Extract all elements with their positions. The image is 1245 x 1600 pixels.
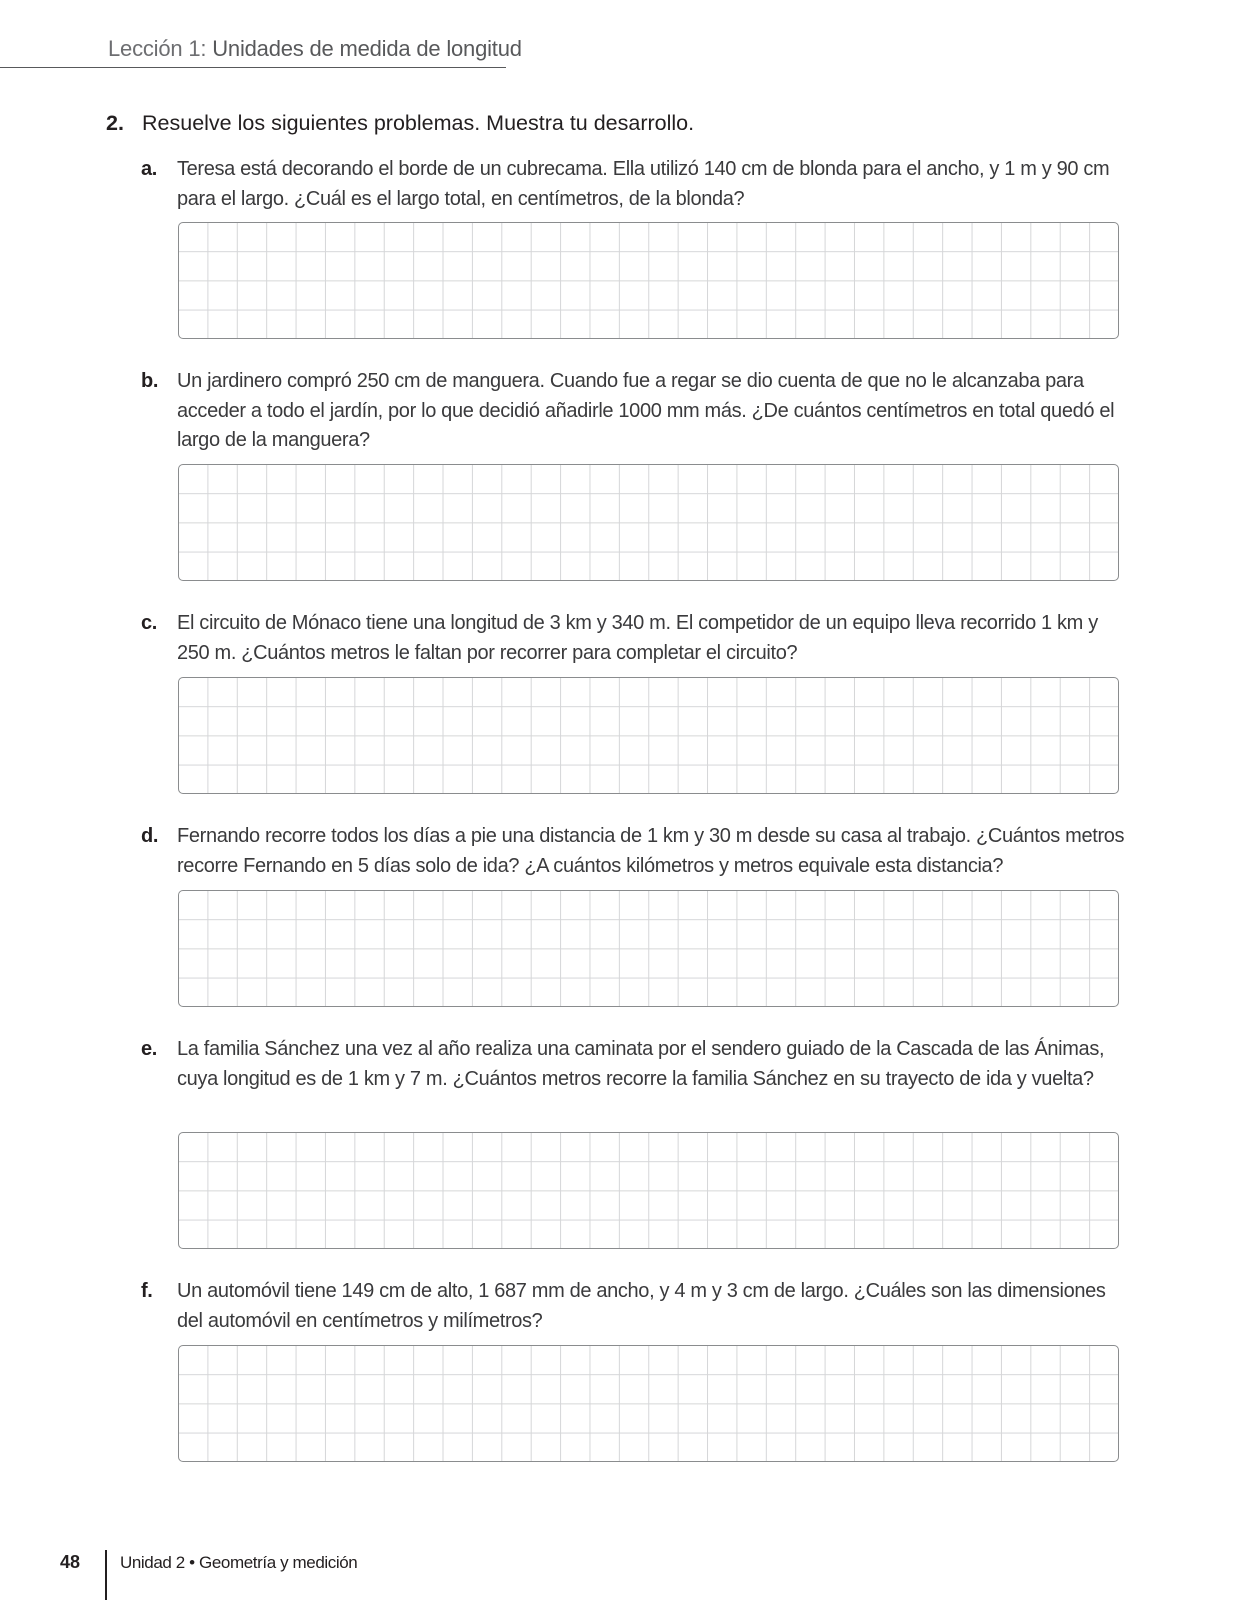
lesson-header [108, 36, 522, 62]
problem-text: Teresa está decorando el borde de un cubrecama. Ella utilizó 140 cm de blonda para el ancho, y 1 m y 90 cm para el largo. ¿Cuál es el largo total, en centímetros, de la blonda? [177, 158, 1110, 210]
problem-d [141, 822, 1131, 881]
problem-letter: c. [141, 612, 157, 634]
answer-grid-a[interactable] [178, 222, 1119, 339]
answer-grid-c[interactable] [178, 677, 1119, 794]
answer-grid-f[interactable] [178, 1345, 1119, 1462]
answer-grid-b[interactable] [178, 464, 1119, 581]
exercise-number: 2. [106, 111, 124, 135]
problem-letter: b. [141, 370, 159, 392]
problem-f [141, 1277, 1131, 1336]
problem-e [141, 1035, 1131, 1094]
lesson-title: Unidades de medida de longitud [212, 36, 522, 61]
problem-a [141, 155, 1131, 214]
problem-text: El circuito de Mónaco tiene una longitud de 3 km y 340 m. El competidor de un equipo lleva recorrido 1 km y 250 m. ¿Cuántos metros le faltan por recorrer para completar el circuito? [177, 612, 1098, 664]
problem-b [141, 367, 1131, 456]
instruction-text: Resuelve los siguientes problemas. Muestra tu desarrollo. [142, 111, 695, 135]
problem-letter: e. [141, 1038, 157, 1060]
problem-text: Un automóvil tiene 149 cm de alto, 1 687 mm de ancho, y 4 m y 3 cm de largo. ¿Cuáles son las dimensiones del automóvil en centímetros y milímetros? [177, 1280, 1106, 1332]
exercise-instruction [106, 111, 694, 136]
unit-label: Unidad 2 • Geometría y medición [120, 1553, 358, 1572]
problem-letter: a. [141, 158, 157, 180]
problem-c [141, 609, 1131, 668]
problem-text: Un jardinero compró 250 cm de manguera. Cuando fue a regar se dio cuenta de que no le alcanzaba para acceder a todo el jardín, por lo que decidió añadirle 1000 mm más. ¿De cuántos centímetros en total quedó el largo de la manguera? [177, 370, 1115, 451]
answer-grid-e[interactable] [178, 1132, 1119, 1249]
page-number: 48 [60, 1552, 81, 1572]
footer-divider [105, 1550, 107, 1600]
problem-text: Fernando recorre todos los días a pie una distancia de 1 km y 30 m desde su casa al trabajo. ¿Cuántos metros recorre Fernando en 5 días solo de ida? ¿A cuántos kilómetros y metros equivale esta distancia? [177, 825, 1125, 877]
problem-letter: d. [141, 825, 159, 847]
problem-text: La familia Sánchez una vez al año realiza una caminata por el sendero guiado de la Cascada de las Ánimas, cuya longitud es de 1 km y 7 m. ¿Cuántos metros recorre la familia Sánchez en su trayecto de ida y vuelta? [177, 1038, 1105, 1090]
lesson-label: Lección 1: [108, 36, 207, 61]
header-rule [0, 67, 506, 68]
answer-grid-d[interactable] [178, 890, 1119, 1007]
problem-letter: f. [141, 1280, 153, 1302]
